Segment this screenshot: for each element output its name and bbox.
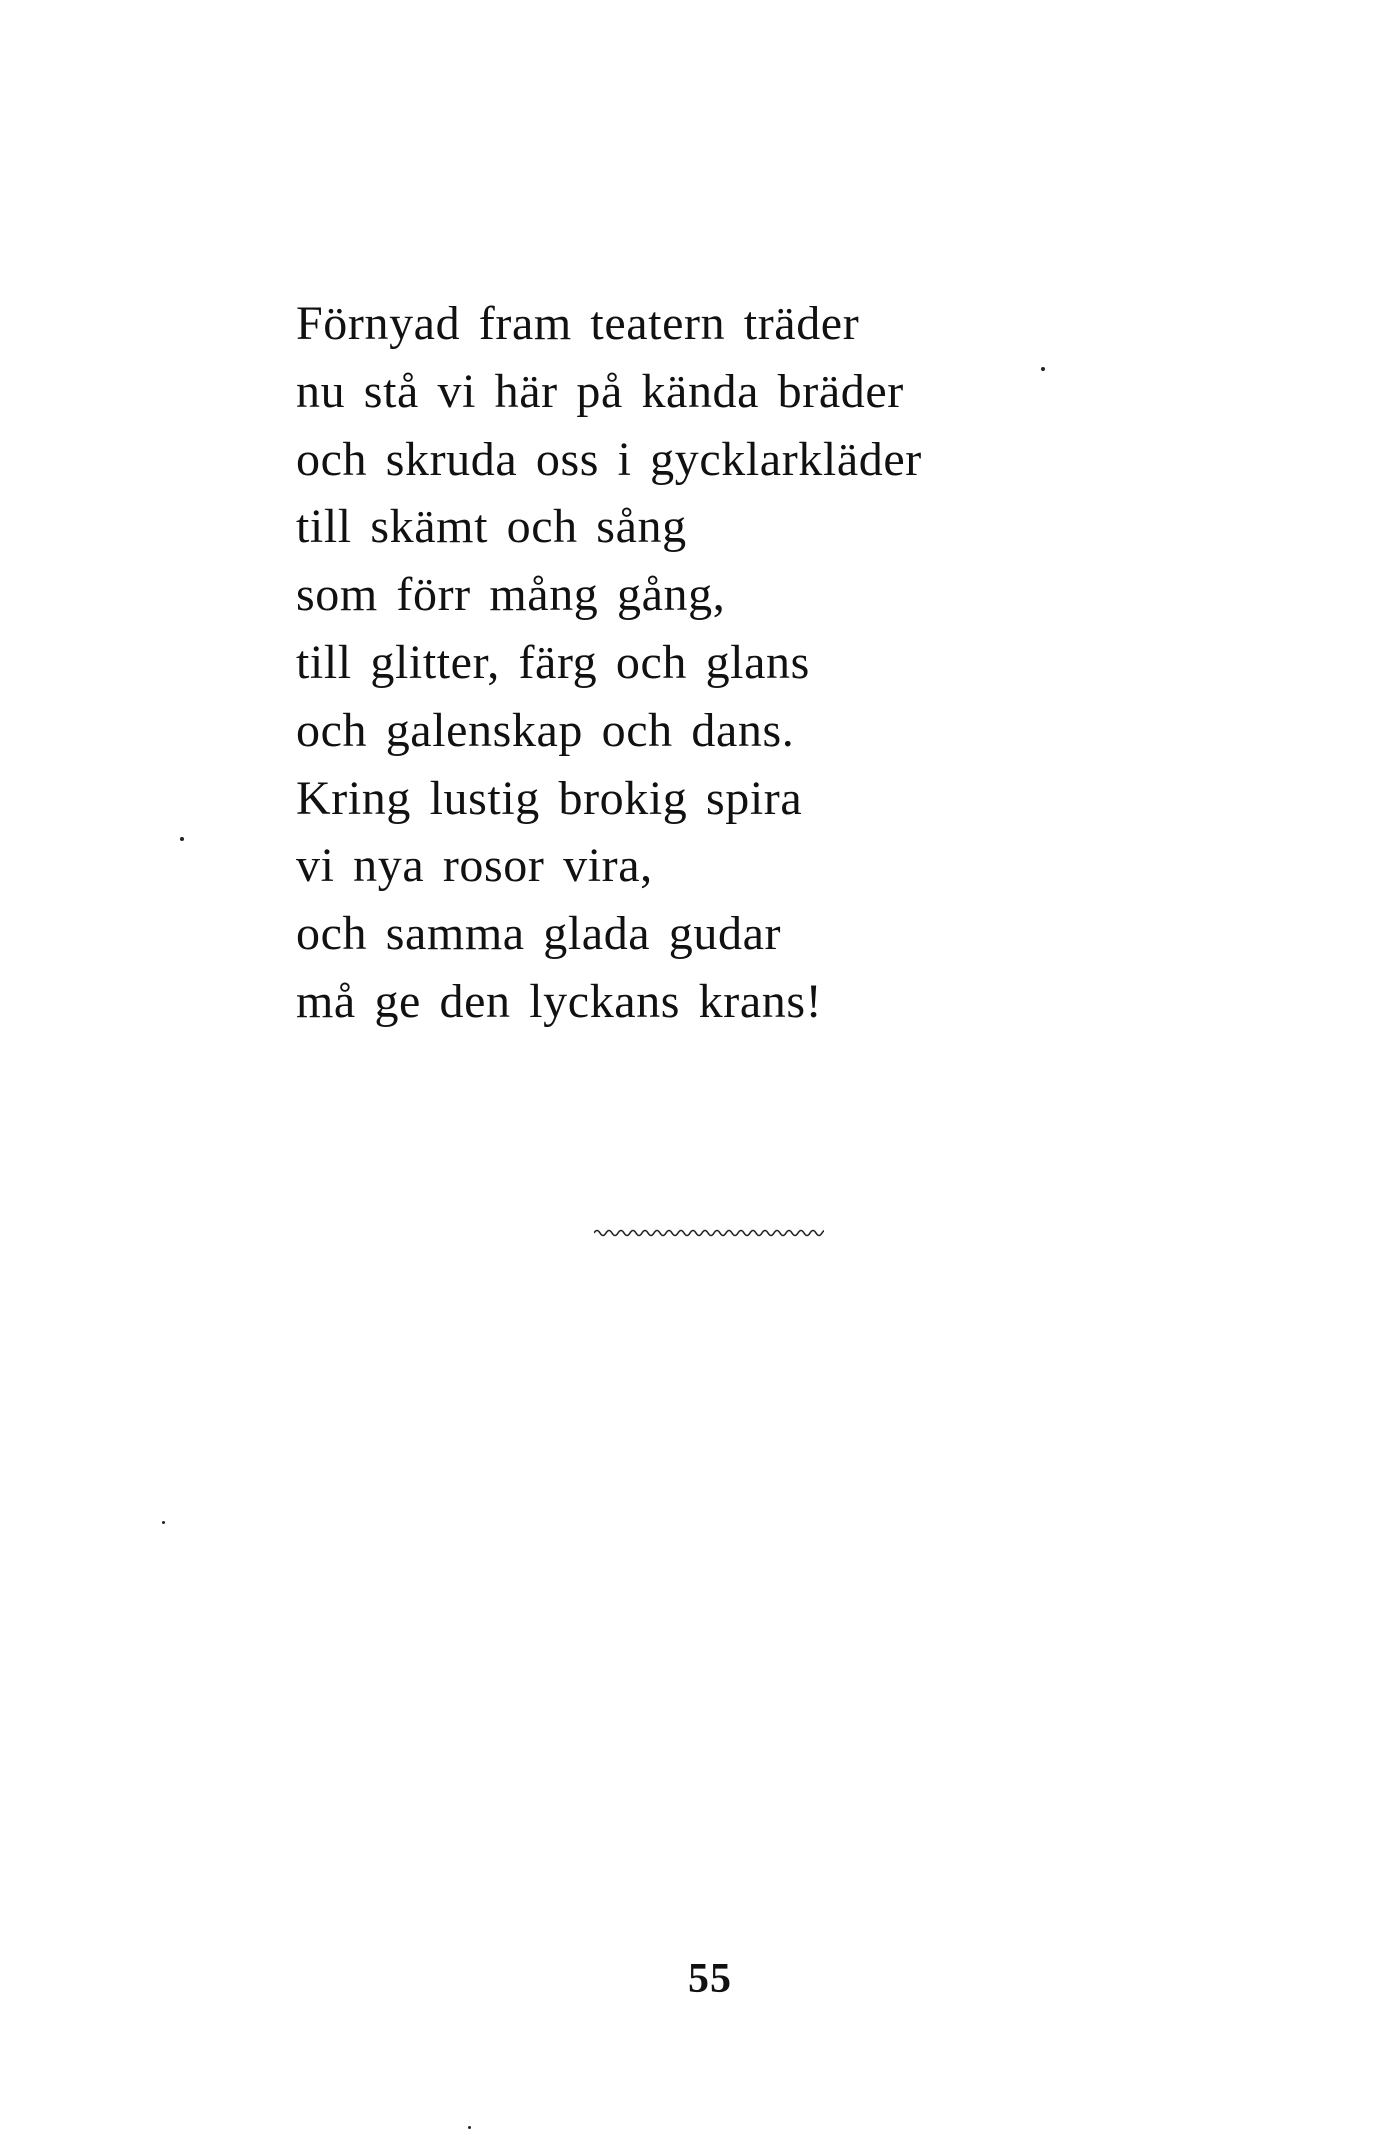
poem-line: vi nya rosor vira, — [296, 839, 653, 893]
print-speck — [1041, 367, 1045, 371]
poem — [296, 290, 922, 1036]
page-number: 55 — [688, 1956, 732, 2002]
print-speck — [162, 1521, 165, 1524]
poem-line: till skämt och sång — [296, 500, 687, 554]
print-speck — [468, 2126, 471, 2129]
poem-line: och samma glada gudar — [296, 907, 782, 961]
poem-line: Förnyad fram teatern träder — [296, 297, 860, 350]
poem-line: som förr mång gång, — [296, 568, 726, 622]
print-speck — [180, 837, 184, 841]
wavy-rule-icon — [594, 1226, 824, 1240]
poem-line: och galenskap och dans. — [296, 703, 795, 757]
poem-line: Kring lustig brokig spira — [296, 771, 803, 825]
poem-line: och skruda oss i gycklarkläder — [296, 432, 922, 486]
poem-line: nu stå vi här på kända bräder — [296, 364, 904, 418]
poem-line: till glitter, färg och glans — [296, 635, 810, 689]
poem-line: må ge den lyckans krans! — [296, 974, 823, 1028]
